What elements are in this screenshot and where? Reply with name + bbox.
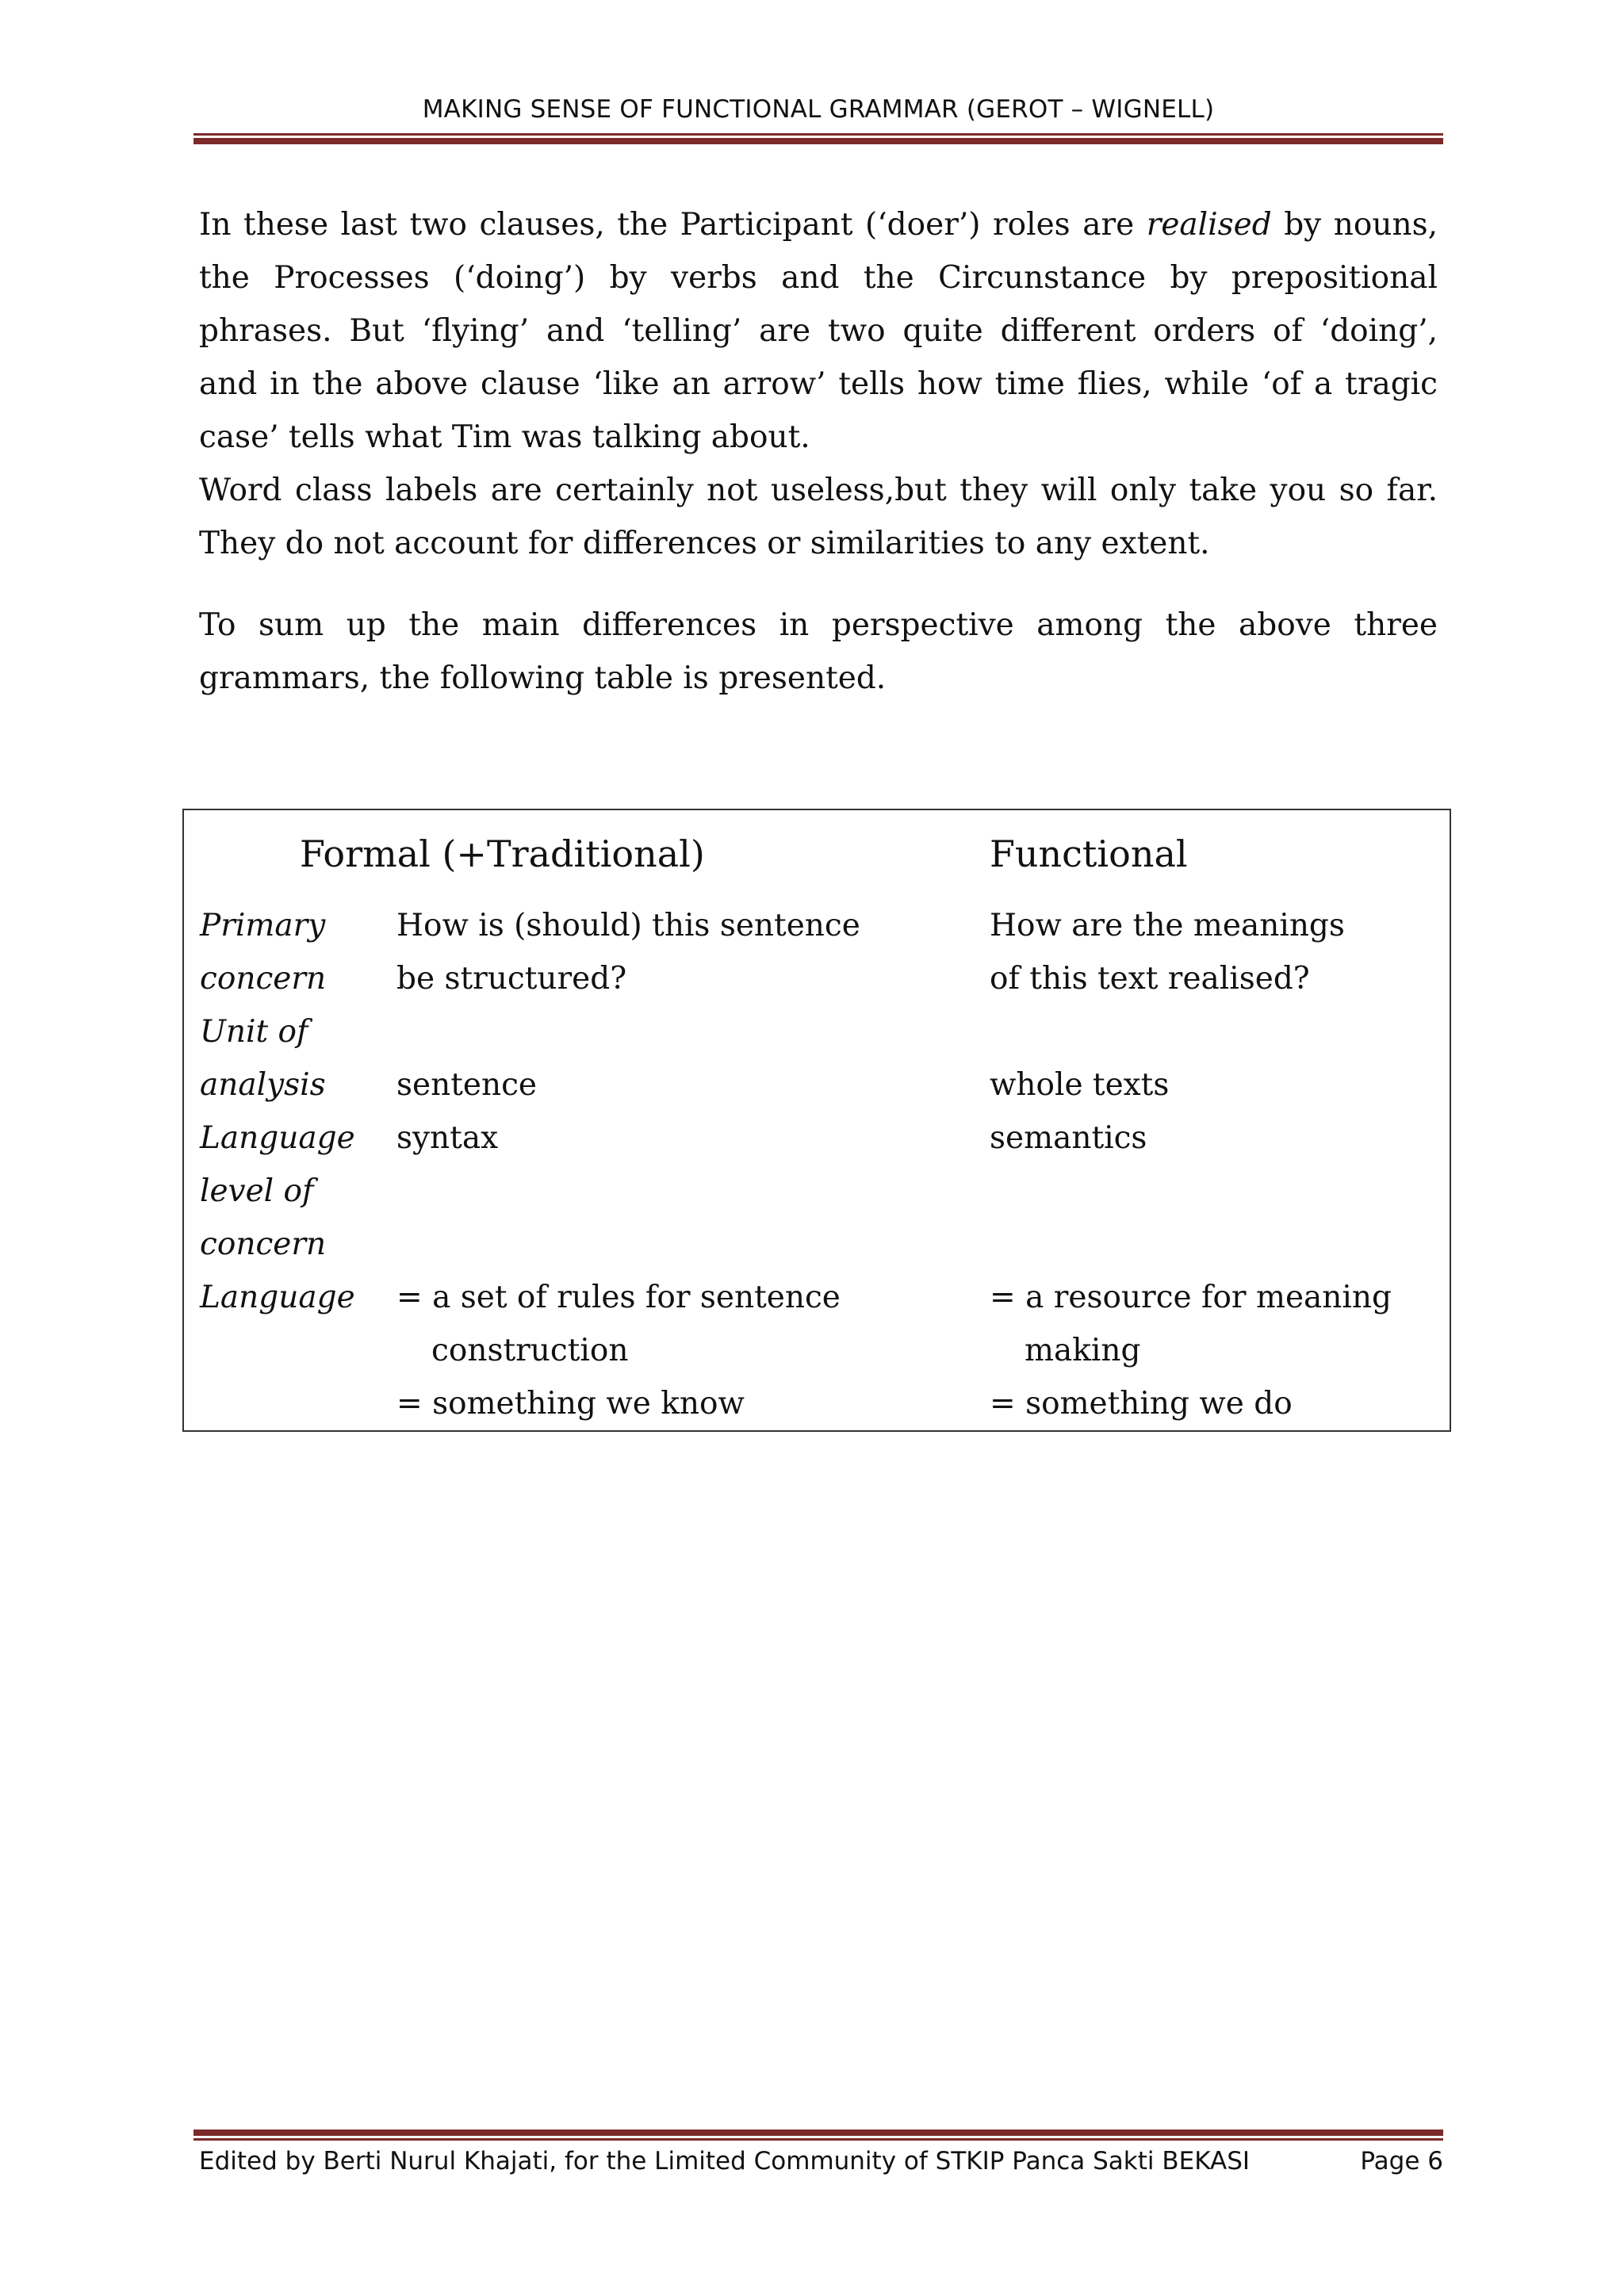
- comparison-table: [182, 809, 1451, 1432]
- row-label: level of: [200, 1173, 314, 1209]
- page-number: Page 6: [1360, 2147, 1443, 2175]
- header-formal: Formal (+Traditional): [300, 832, 705, 875]
- functional-cell: semantics: [990, 1120, 1147, 1156]
- formal-cell: How is (should) this sentence: [396, 908, 860, 943]
- functional-column: [990, 899, 1392, 1430]
- formal-cell: be structured?: [396, 961, 627, 997]
- formal-cell: syntax: [396, 1120, 499, 1156]
- row-label: Primary: [200, 908, 326, 943]
- formal-cell: construction: [431, 1333, 629, 1368]
- paragraph-2: [199, 599, 1438, 705]
- formal-cell: sentence: [396, 1067, 538, 1103]
- paragraph-line: and in the above clause ‘like an arrow’ tells how time flies, while ‘of a tragic: [199, 366, 1438, 402]
- row-label: Language: [200, 1120, 355, 1156]
- header-rule-thick: [193, 138, 1443, 144]
- footer-rule-thick: [193, 2130, 1443, 2136]
- functional-cell: How are the meanings: [990, 908, 1345, 943]
- paragraph-line: case’ tells what Tim was talking about.: [199, 419, 810, 455]
- formal-cell: = something we know: [396, 1386, 745, 1422]
- running-header-title: MAKING SENSE OF FUNCTIONAL GRAMMAR (GEROT – WIGNELL): [422, 95, 1215, 124]
- body-text: [199, 198, 1438, 705]
- paragraph-line: phrases. But ‘flying’ and ‘telling’ are two quite different orders of ‘doing’,: [199, 313, 1438, 349]
- row-label: Language: [200, 1280, 355, 1315]
- paragraph-line: Word class labels are certainly not useless,but they will only take you so far.: [199, 473, 1438, 508]
- paragraph-1: [199, 198, 1438, 570]
- spacer: [990, 1165, 1392, 1218]
- functional-cell: making: [1025, 1333, 1141, 1368]
- spacer: [396, 1218, 860, 1271]
- formal-column: [396, 899, 860, 1430]
- spacer: [396, 1005, 860, 1058]
- header-rule-thin: [193, 133, 1443, 136]
- paragraph-line: In these last two clauses, the Participant (‘doer’) roles are realised by nouns,: [199, 207, 1438, 243]
- footer-rule-thin: [193, 2138, 1443, 2141]
- functional-cell: whole texts: [990, 1067, 1170, 1103]
- spacer: [990, 1005, 1392, 1058]
- paragraph-line: the Processes (‘doing’) by verbs and the Circunstance by prepositional: [199, 260, 1438, 296]
- paragraph-line: They do not account for differences or similarities to any extent.: [199, 526, 1210, 561]
- functional-cell: = something we do: [990, 1386, 1293, 1422]
- formal-cell: = a set of rules for sentence: [396, 1280, 841, 1315]
- paragraph-line: To sum up the main differences in perspective among the above three: [199, 607, 1438, 643]
- functional-cell: = a resource for meaning: [990, 1280, 1392, 1315]
- paragraph-line: grammars, the following table is presented.: [199, 660, 887, 696]
- row-labels-column: [200, 899, 355, 1324]
- row-label: analysis: [200, 1067, 326, 1103]
- spacer: [990, 1218, 1392, 1271]
- row-label: Unit of: [200, 1014, 308, 1050]
- footer-credit: Edited by Berti Nurul Khajati, for the Limited Community of STKIP Panca Sakti BEKASI: [199, 2147, 1251, 2175]
- row-label: concern: [200, 1226, 327, 1262]
- functional-cell: of this text realised?: [990, 961, 1310, 997]
- emphasis-realised: realised: [1146, 207, 1272, 243]
- row-label: concern: [200, 961, 327, 997]
- spacer: [396, 1165, 860, 1218]
- header-functional: Functional: [990, 832, 1188, 875]
